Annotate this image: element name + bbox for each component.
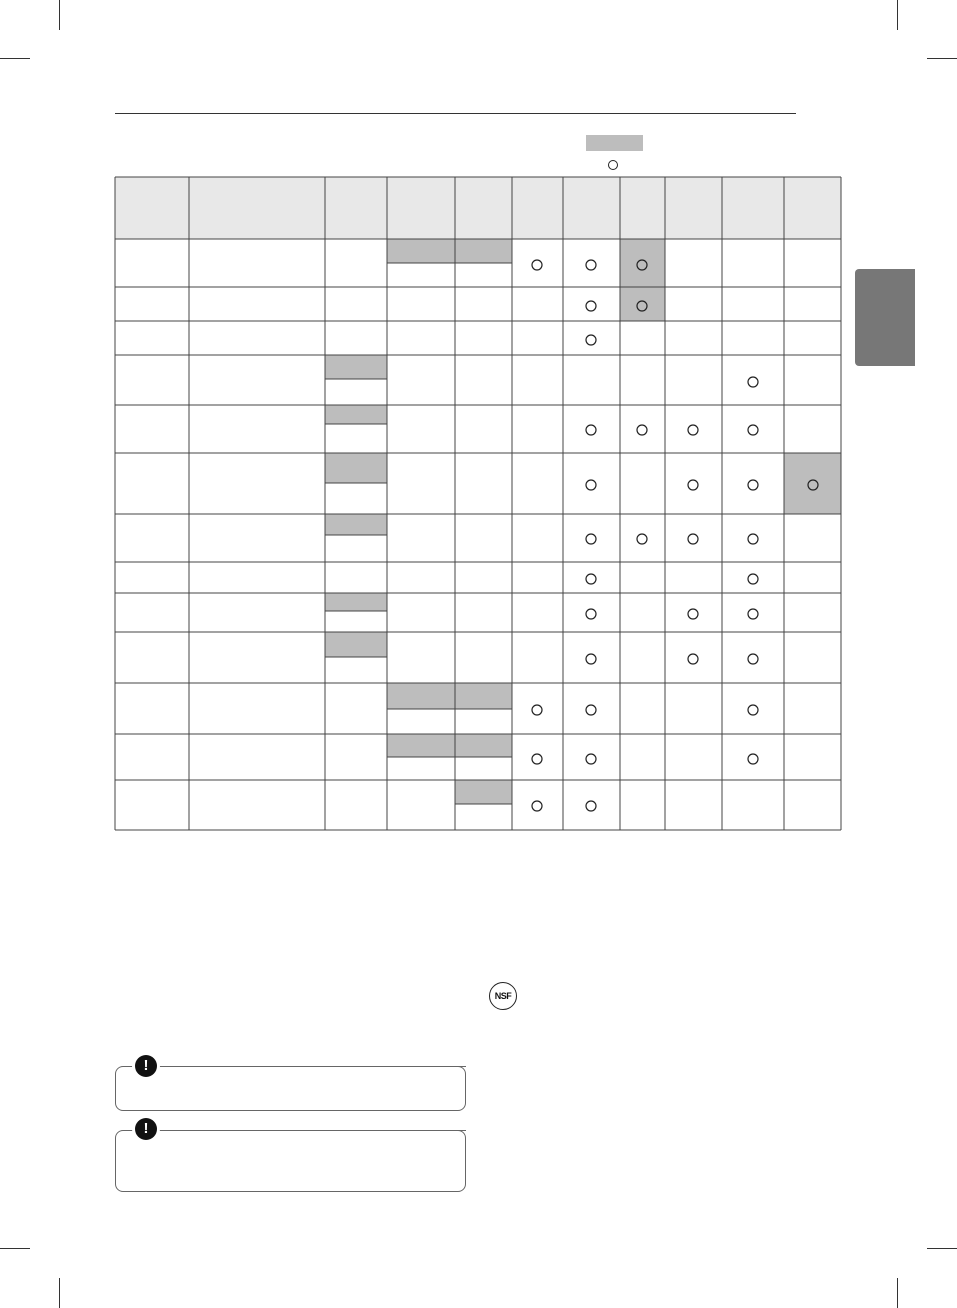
circle-icon	[532, 705, 542, 715]
circle-icon	[748, 609, 758, 619]
table-shade-cell	[455, 734, 512, 757]
circle-icon	[586, 425, 596, 435]
circle-icon	[586, 480, 596, 490]
nsf-logo	[489, 982, 517, 1010]
table-shade-cell	[325, 514, 387, 535]
circle-icon	[637, 534, 647, 544]
circle-icon	[586, 801, 596, 811]
circle-icon	[748, 754, 758, 764]
table-shade-cell	[455, 239, 512, 263]
table-shade-cell	[325, 593, 387, 611]
table-header-bg	[115, 177, 841, 239]
circle-icon	[688, 425, 698, 435]
table-shade-cell	[455, 780, 512, 804]
circle-icon	[688, 534, 698, 544]
circle-icon	[748, 425, 758, 435]
table-shade-cell	[620, 287, 665, 321]
circle-icon	[637, 425, 647, 435]
circle-icon	[688, 654, 698, 664]
circle-icon	[586, 534, 596, 544]
note-header-rule	[220, 1066, 466, 1067]
circle-icon	[586, 754, 596, 764]
note-header-rule	[220, 1130, 466, 1131]
circle-icon	[748, 480, 758, 490]
circle-icon	[748, 534, 758, 544]
nsf-logo-text: NSF	[494, 991, 512, 1001]
circle-icon	[586, 574, 596, 584]
circle-icon	[748, 654, 758, 664]
circle-icon	[586, 654, 596, 664]
exclamation-icon: !	[135, 1055, 157, 1077]
table-shade-cell	[620, 239, 665, 287]
table-shade-cell	[325, 632, 387, 657]
table-shade-cell	[387, 734, 455, 757]
note-box	[115, 1130, 466, 1192]
circle-icon	[586, 335, 596, 345]
table-shade-cell	[387, 239, 455, 263]
circle-icon	[586, 705, 596, 715]
circle-icon	[688, 609, 698, 619]
circle-icon	[532, 260, 542, 270]
exclamation-icon: !	[135, 1118, 157, 1140]
chapter-side-tab[interactable]	[855, 269, 915, 366]
circle-icon	[748, 705, 758, 715]
table-shade-cell	[387, 683, 455, 709]
circle-icon	[532, 801, 542, 811]
table-shade-cell	[325, 453, 387, 483]
table-shade-cell	[325, 405, 387, 424]
table-shade-cell	[325, 355, 387, 379]
table-shade-cell	[455, 683, 512, 709]
circle-icon	[688, 480, 698, 490]
circle-icon	[586, 609, 596, 619]
circle-icon	[586, 301, 596, 311]
circle-icon	[532, 754, 542, 764]
circle-icon	[586, 260, 596, 270]
circle-icon	[748, 377, 758, 387]
table-shade-cell	[784, 453, 841, 514]
circle-icon	[748, 574, 758, 584]
note-box	[115, 1066, 466, 1111]
